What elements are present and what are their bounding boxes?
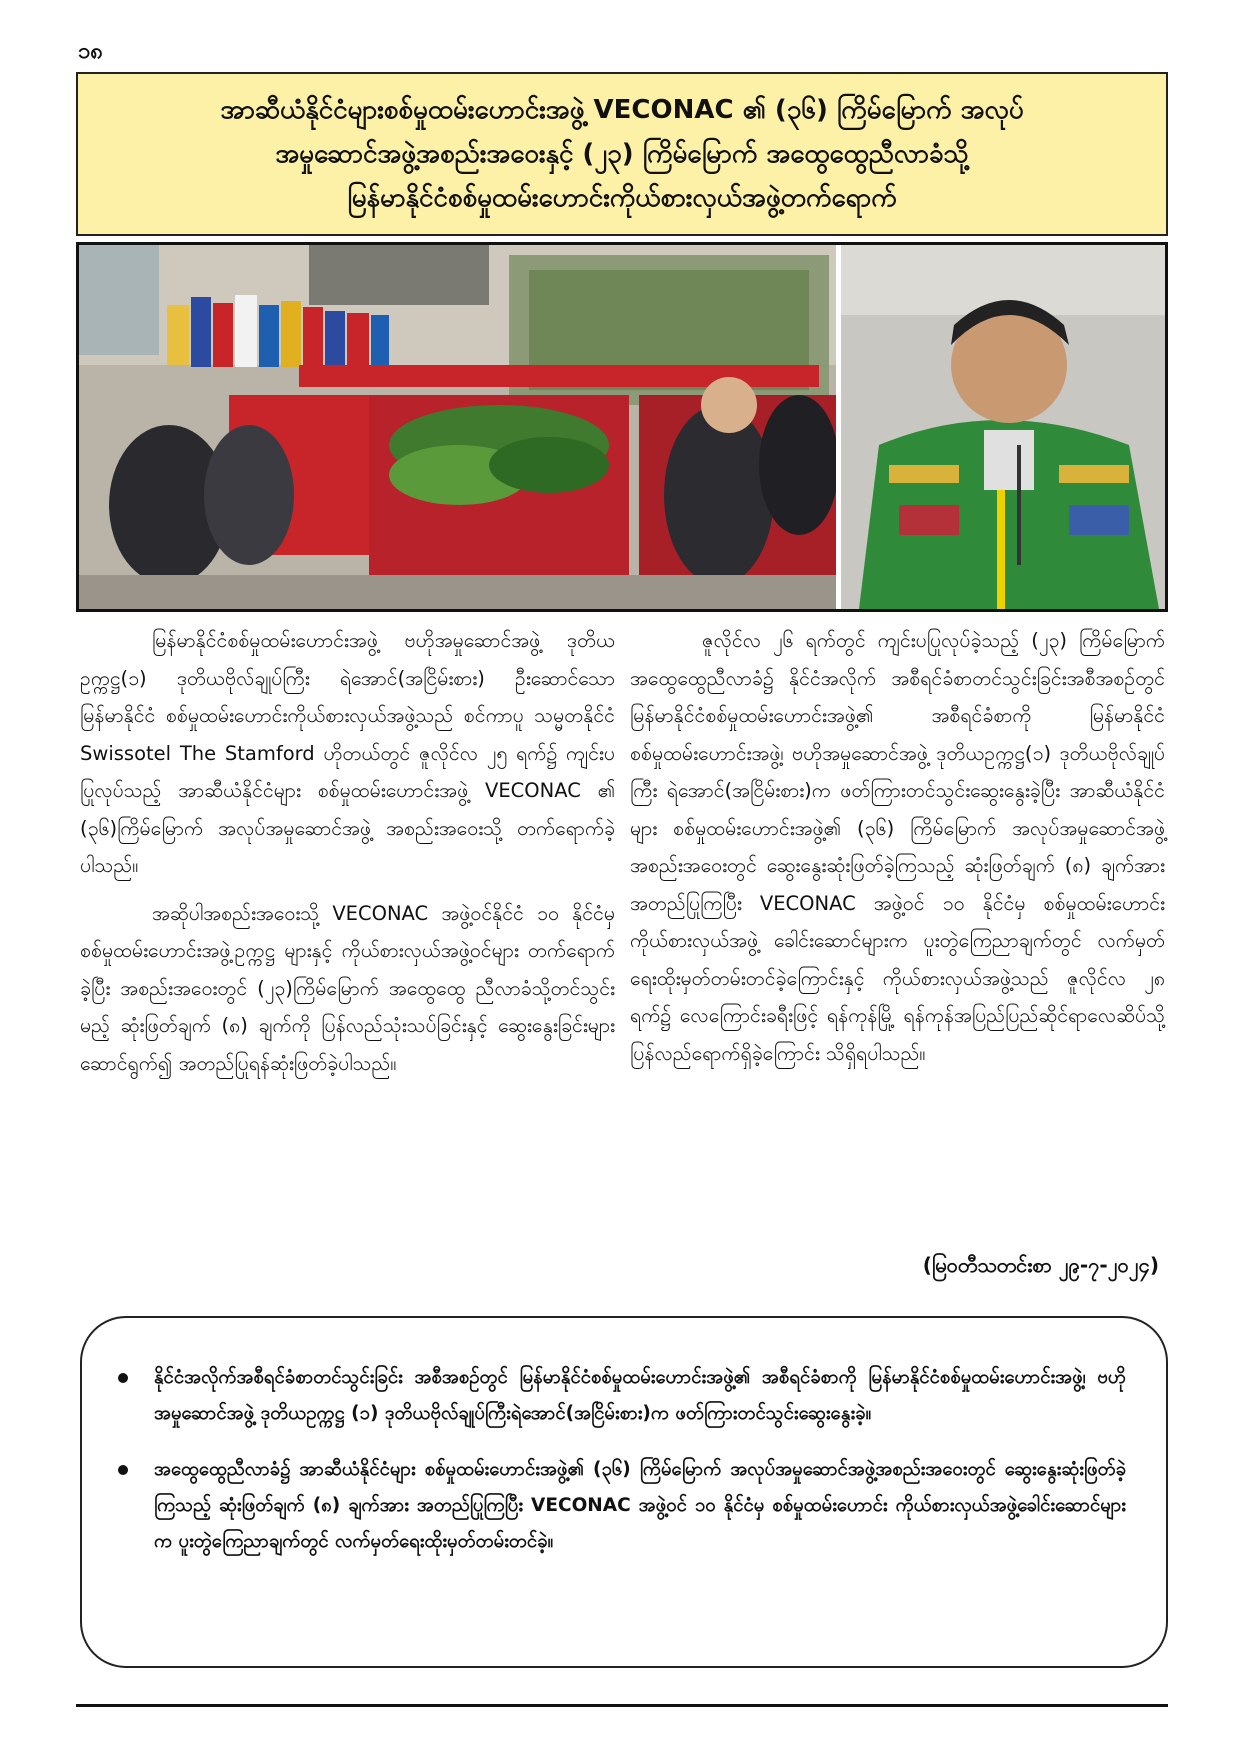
- article-column-right: [630, 622, 1165, 1072]
- article-column-left: [80, 622, 615, 1082]
- article-title-line-3: မြန်မာနိုင်ငံစစ်မှုထမ်းဟောင်းကိုယ်စားလှယ်အဖွဲ့တက်ရောက်: [347, 183, 897, 213]
- meeting-photo-collage: [76, 242, 1168, 612]
- summary-item: [112, 1360, 1126, 1432]
- article-title-box: [76, 72, 1168, 236]
- page-number: ၁၈: [78, 39, 103, 64]
- conference-room-photo: [79, 245, 839, 609]
- bullet-icon: [118, 1373, 128, 1383]
- article-paragraph: မြန်မာနိုင်ငံစစ်မှုထမ်းဟောင်းအဖွဲ့ ဗဟိုအမှုဆောင်အဖွဲ့ ဒုတိယဥက္ကဋ္ဌ(၁) ဒုတိယဗိုလ်ချုပ်ကြီး ရဲအောင်(အငြိမ်းစား) ဦးဆောင်သောမြန်မာနိုင်ငံ စစ်မှုထမ်းဟောင်းကိုယ်စားလှယ်အဖွဲ့သည် စင်ကာပူ သမ္မတနိုင်ငံ Swissotel The Stamford ဟိုတယ်တွင် ဇူလိုင်လ ၂၅ ရက်၌ ကျင်းပပြုလုပ်သည့် အာဆီယံနိုင်ငံများ စစ်မှုထမ်းဟောင်းအဖွဲ့ VECONAC ၏ (၃၆)ကြိမ်မြောက် အလုပ်အမှုဆောင်အဖွဲ့ အစည်းအဝေးသို့ တက်ရောက်ခဲ့ပါသည်။: [80, 629, 615, 877]
- summary-box: [80, 1316, 1168, 1668]
- summary-item-text: နိုင်ငံအလိုက်အစီရင်ခံစာတင်သွင်းခြင်း အစီအစဉ်တွင် မြန်မာနိုင်ငံစစ်မှုထမ်းဟောင်းအဖွဲ့၏ အစီရင်ခံစာကို မြန်မာနိုင်ငံစစ်မှုထမ်းဟောင်းအဖွဲ့၊ ဗဟိုအမှုဆောင်အဖွဲ့ ဒုတိယဥက္ကဋ္ဌ (၁) ဒုတိယဗိုလ်ချုပ်ကြီးရဲအောင်(အငြိမ်းစား)က ဖတ်ကြားတင်သွင်းဆွေးနွေးခဲ့။: [154, 1367, 1126, 1424]
- summary-item-text: အထွေထွေညီလာခံ၌ အာဆီယံနိုင်ငံများ စစ်မှုထမ်းဟောင်းအဖွဲ့၏ (၃၆) ကြိမ်မြောက် အလုပ်အမှုဆောင်အဖွဲ့အစည်းအဝေးတွင် ဆွေးနွေးဆုံးဖြတ်ခဲ့ကြသည့် ဆုံးဖြတ်ချက် (၈) ချက်အား အတည်ပြုကြပြီး VECONAC အဖွဲ့ဝင် ၁၀ နိုင်ငံမှ စစ်မှုထမ်းဟောင်း ကိုယ်စားလှယ်အဖွဲ့ခေါင်းဆောင်များက ပူးတွဲကြေညာချက်တွင် လက်မှတ်ရေးထိုးမှတ်တမ်းတင်ခဲ့။: [154, 1459, 1126, 1552]
- article-title-line-2: အမှုဆောင်အဖွဲ့အစည်းအဝေးနှင့် (၂၃) ကြိမ်မြောက် အထွေထွေညီလာခံသို့: [275, 139, 969, 169]
- summary-item: [112, 1452, 1126, 1560]
- footer-divider: [76, 1704, 1168, 1707]
- article-paragraph: အဆိုပါအစည်းအဝေးသို့ VECONAC အဖွဲ့ဝင်နိုင်ငံ ၁၀ နိုင်ငံမှ စစ်မှုထမ်းဟောင်းအဖွဲ့ဥက္ကဋ္ဌ များနှင့် ကိုယ်စားလှယ်အဖွဲ့ဝင်များ တက်ရောက်ခဲ့ပြီး အစည်းအဝေးတွင် (၂၃)ကြိမ်မြောက် အထွေထွေ ညီလာခံသို့တင်သွင်းမည့် ဆုံးဖြတ်ချက် (၈) ချက်ကို ပြန်လည်သုံးသပ်ခြင်းနှင့် ဆွေးနွေးခြင်းများ ဆောင်ရွက်၍ အတည်ပြုရန်ဆုံးဖြတ်ခဲ့ပါသည်။: [80, 901, 615, 1075]
- speaker-photo: [841, 245, 1165, 609]
- article-source: (မြဝတီသတင်းစာ ၂၉-၇-၂၀၂၄): [922, 1253, 1159, 1277]
- meeting-photo-illustration: [79, 245, 1165, 609]
- bullet-icon: [118, 1465, 128, 1475]
- article-paragraph: ဇူလိုင်လ ၂၆ ရက်တွင် ကျင်းပပြုလုပ်ခဲ့သည့် (၂၃) ကြိမ်မြောက် အထွေထွေညီလာခံ၌ နိုင်ငံအလိုက် အစီရင်ခံစာတင်သွင်းခြင်းအစီအစဉ်တွင် မြန်မာနိုင်ငံစစ်မှုထမ်းဟောင်းအဖွဲ့၏ အစီရင်ခံစာကို မြန်မာနိုင်ငံစစ်မှုထမ်းဟောင်းအဖွဲ့၊ ဗဟိုအမှုဆောင်အဖွဲ့ ဒုတိယဥက္ကဋ္ဌ(၁) ဒုတိယဗိုလ်ချုပ်ကြီး ရဲအောင်(အငြိမ်းစား)က ဖတ်ကြားတင်သွင်းဆွေးနွေးခဲ့ပြီး အာဆီယံနိုင်ငံများ စစ်မှုထမ်းဟောင်းအဖွဲ့၏ (၃၆) ကြိမ်မြောက် အလုပ်အမှုဆောင်အဖွဲ့အစည်းအဝေးတွင် ဆွေးနွေးဆုံးဖြတ်ခဲ့ကြသည့် ဆုံးဖြတ်ချက် (၈) ချက်အား အတည်ပြုကြပြီး VECONAC အဖွဲ့ဝင် ၁၀ နိုင်ငံမှ စစ်မှုထမ်းဟောင်းကိုယ်စားလှယ်အဖွဲ့ ခေါင်းဆောင်များက ပူးတွဲကြေညာချက်တွင် လက်မှတ်ရေးထိုးမှတ်တမ်းတင်ခဲ့ကြောင်းနှင့် ကိုယ်စားလှယ်အဖွဲ့သည် ဇူလိုင်လ ၂၈ ရက်၌ လေကြောင်းခရီးဖြင့် ရန်ကုန်မြို့ ရန်ကုန်အပြည်ပြည်ဆိုင်ရာလေဆိပ်သို့ ပြန်လည်ရောက်ရှိခဲ့ကြောင်း သိရှိရပါသည်။: [630, 629, 1165, 1065]
- article-title-line-1: အာဆီယံနိုင်ငံများစစ်မှုထမ်းဟောင်းအဖွဲ့ VECONAC ၏ (၃၆) ကြိမ်မြောက် အလုပ်: [220, 95, 1024, 125]
